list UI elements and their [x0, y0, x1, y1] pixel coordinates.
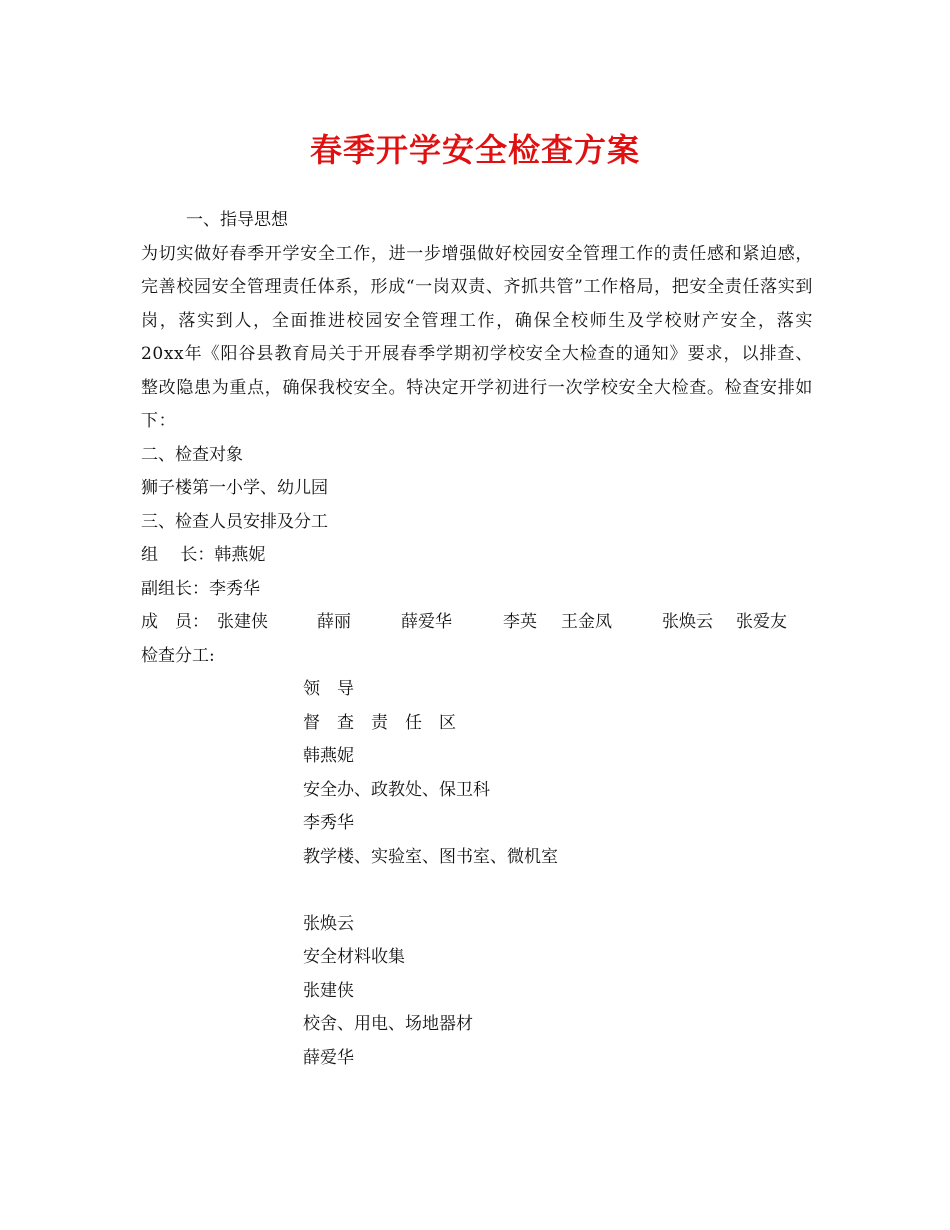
deputy-name: 李秀华	[209, 578, 260, 599]
members-line	[141, 606, 813, 640]
members-label: 成 员：	[141, 612, 209, 632]
assignment-area: 安全办、政教处、保卫科	[303, 779, 490, 800]
table-header-leader: 领 导	[303, 679, 354, 699]
member-name: 张爱友	[736, 612, 787, 632]
table-header-area: 督 查 责 任 区	[303, 712, 456, 733]
section-1-paragraph: 为切实做好春季开学安全工作，进一步增强做好校园安全管理工作的责任感和紧迫感，完善校园安全管理责任体系，形成“一岗双责、齐抓共管”工作格局，把安全责任落实到岗，落实到人，全面推进校园安全管理工作，确保全校师生及学校财产安全，落实20xx年《阳谷县教育局关于开展春季学期初学校安全大检查的通知》要求，以排查、整改隐患为重点，确保我校安全。特决定开学初进行一次学校安全大检查。检查安排如下：	[141, 243, 813, 431]
division-label: 检查分工:	[141, 645, 215, 666]
assignment-name: 李秀华	[303, 813, 354, 833]
assignment-area: 教学楼、实验室、图书室、微机室	[303, 846, 558, 867]
member-name: 薛丽	[317, 612, 351, 632]
member-name: 张焕云	[662, 612, 713, 632]
section-2-body: 狮子楼第一小学、幼儿园	[141, 478, 328, 498]
deputy-line	[141, 573, 813, 607]
assignment-area: 安全材料收集	[303, 947, 405, 967]
leader-name: 韩燕妮	[214, 545, 266, 565]
assignment-name: 薛爱华	[303, 1047, 354, 1068]
deputy-label: 副组长：	[141, 578, 209, 599]
leader-label: 组 长：	[141, 545, 215, 565]
member-name: 张建侠	[217, 612, 268, 632]
assignment-name: 张建侠	[303, 980, 354, 1001]
member-name: 王金凤	[561, 612, 612, 632]
document-title: 春季开学安全检查方案	[309, 131, 640, 169]
member-name: 李英	[503, 612, 537, 632]
assignment-name: 张焕云	[303, 913, 354, 934]
assignment-name: 韩燕妮	[303, 746, 354, 766]
member-name: 薛爱华	[401, 612, 452, 632]
assignment-area: 校舍、用电、场地器材	[303, 1014, 473, 1034]
section-3-heading: 三、检查人员安排及分工	[141, 511, 328, 532]
section-2-heading: 二、检查对象	[141, 444, 243, 465]
blank-line	[141, 874, 813, 908]
leader-line	[141, 539, 813, 573]
document-body	[141, 204, 813, 1075]
section-1-heading: 一、指导思想	[186, 210, 288, 230]
